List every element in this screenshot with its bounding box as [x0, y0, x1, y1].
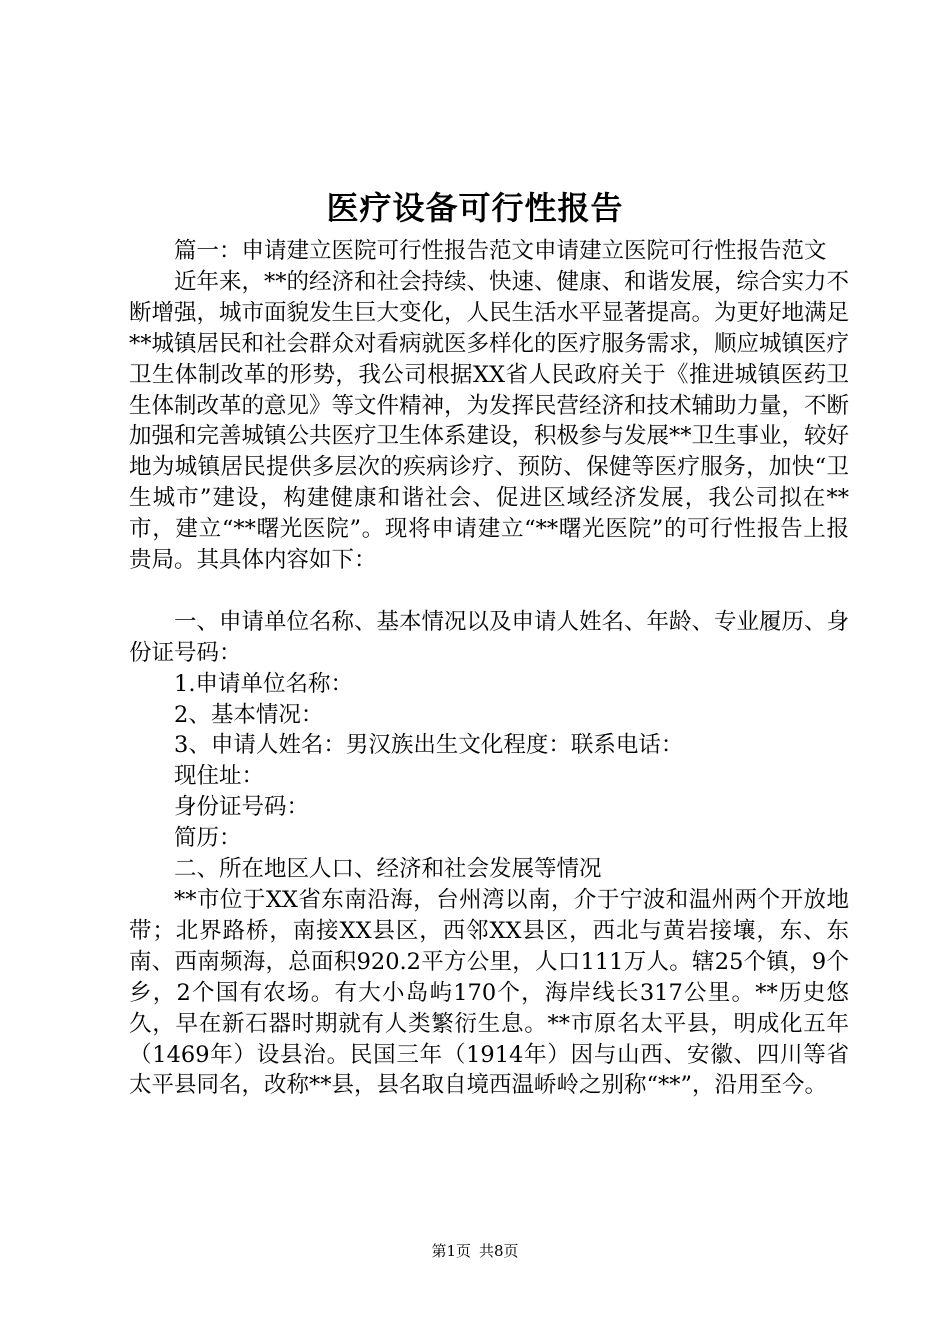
paragraph-region: **市位于XX省东南沿海，台州湾以南，介于宁波和温州两个开放地带；北界路桥，南接XX县区，西邻XX县区，西北与黄岩接壤，东、东南、西南频海，总面积920.2平方公里，人口111万人。辖25个镇，9个乡，2个国有农场。有大小岛屿170个，海岸线长317公里。**历史悠久，早在新石器时期就有人类繁衍生息。**市原名太平县，明成化五年（1469年）设县治。民国三年（1914年）因与山西、安徽、四川等省太平县同名，改称**县，县名取自境西温峤岭之别称“**”，沿用至今。: [129, 887, 849, 1099]
document-body: [129, 236, 849, 1101]
field-applicant: 3、申请人姓名：男汉族出生文化程度：联系电话：: [174, 732, 684, 759]
page-number: 第1页: [431, 1242, 471, 1260]
section-heading-1: 一、申请单位名称、基本情况以及申请人姓名、年龄、专业履历、身份证号码：: [129, 608, 850, 666]
paragraph-intro: 篇一：申请建立医院可行性报告范文申请建立医院可行性报告范文: [174, 238, 827, 264]
blank-line: [129, 576, 849, 607]
page-total: 共8页: [479, 1242, 519, 1260]
field-address: 现住址：: [174, 763, 265, 790]
section-heading-2: 二、所在地区人口、经济和社会发展等情况: [174, 856, 602, 883]
field-id-number: 身份证号码：: [174, 794, 310, 821]
field-basic-info: 2、基本情况：: [174, 701, 324, 728]
field-unit-name: 1.申请单位名称：: [174, 670, 353, 697]
paragraph-background: 近年来，**的经济和社会持续、快速、健康、和谐发展，综合实力不断增强，城市面貌发生巨大变化，人民生活水平显著提高。为更好地满足**城镇居民和社会群众对看病就医多样化的医疗服务需求，顺应城镇医疗卫生体制改革的形势，我公司根据XX省人民政府关于《推进城镇医药卫生体制改革的意见》等文件精神，为发挥民营经济和技术辅助力量，不断加强和完善城镇公共医疗卫生体系建设，积极参与发展**卫生事业，较好地为城镇居民提供多层次的疾病诊疗、预防、保健等医疗服务，加快“卫生城市”建设，构建健康和谐社会、促进区域经济发展，我公司拟在**市，建立“**曙光医院”。现将申请建立“**曙光医院”的可行性报告上报贵局。其具体内容如下：: [129, 268, 850, 574]
document-title: 医疗设备可行性报告: [326, 189, 624, 227]
field-resume: 简历：: [174, 825, 242, 852]
page-footer: [0, 1240, 950, 1262]
